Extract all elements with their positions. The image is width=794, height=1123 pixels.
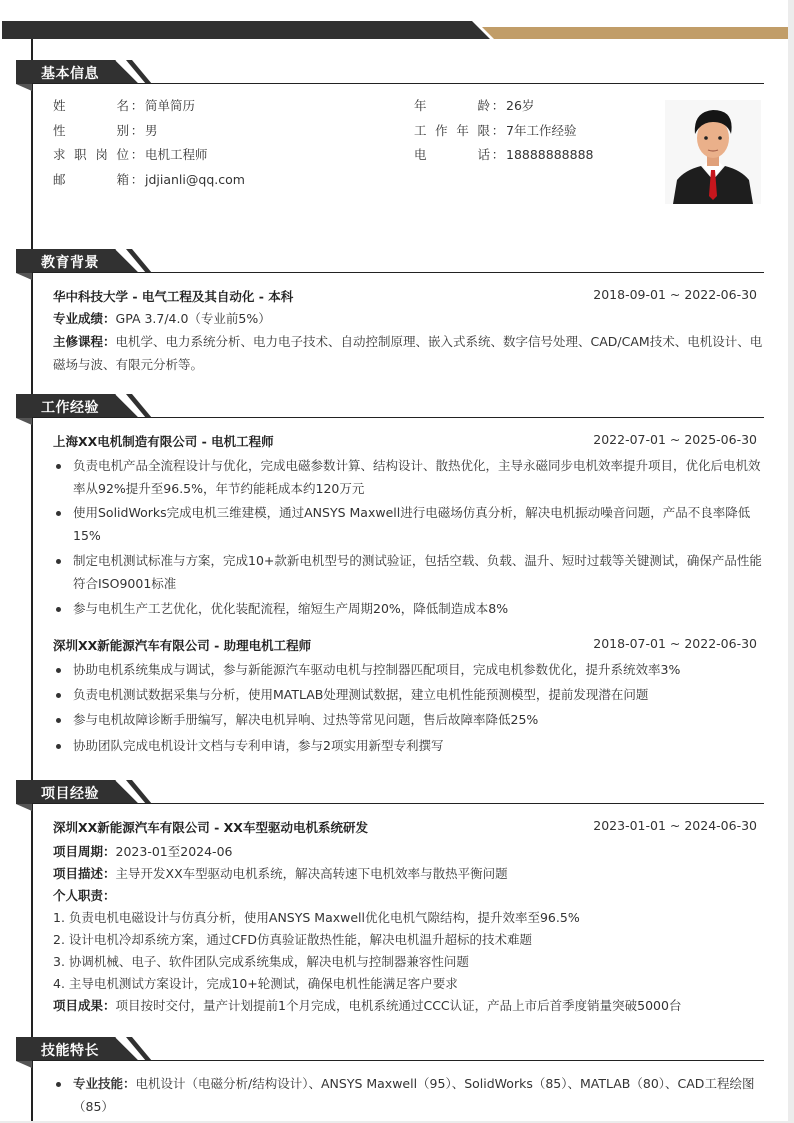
info-phone: 电话 ： 18888888888 <box>414 147 594 162</box>
project-desc: 项目描述：主导开发XX车型驱动电机系统，解决高转速下电机效率与散热平衡问题 <box>53 866 508 881</box>
education-title: 华中科技大学 - 电气工程及其自动化 - 本科 <box>53 289 294 304</box>
section-title: 基本信息 <box>41 66 99 82</box>
left-vertical-rule <box>31 39 33 1121</box>
skills-bullet: 专业技能：电机设计（电磁分析/结构设计）、ANSYS Maxwell（95）、SolidWorks（85）、MATLAB（80）、CAD工程绘图（85） <box>53 1072 765 1118</box>
work-bullet: 参与电机故障诊断手册编写，解决电机异响、过热等常见问题，售后故障率降低25% <box>53 708 765 731</box>
work-bullet: 协助团队完成电机设计文档与专利申请，参与2项实用新型专利撰写 <box>53 734 765 757</box>
work-date: 2022-07-01 ~ 2025-06-30 <box>593 432 757 447</box>
stripes-decor-icon <box>112 60 152 84</box>
project-duty: 1. 负责电机电磁设计与仿真分析，使用ANSYS Maxwell优化电机气隙结构，提升效率至96.5% <box>53 910 580 925</box>
project-duty: 2. 设计电机冷却系统方案，通过CFD仿真验证散热性能，解决电机温升超标的技术难题 <box>53 932 532 947</box>
section-header-work <box>16 394 764 418</box>
work-title: 上海XX电机制造有限公司 - 电机工程师 <box>53 434 274 449</box>
top-decor-bar-dark <box>2 21 490 39</box>
stripes-decor-icon <box>112 249 152 273</box>
info-position: 求职岗位 ： 电机工程师 <box>53 147 208 162</box>
education-date: 2018-09-01 ~ 2022-06-30 <box>593 287 757 302</box>
info-name: 姓名 ： 简单简历 <box>53 98 196 113</box>
work-bullet: 参与电机生产工艺优化，优化装配流程，缩短生产周期20%，降低制造成本8% <box>53 597 765 620</box>
project-period: 项目周期：2023-01至2024-06 <box>53 844 233 859</box>
work-date: 2018-07-01 ~ 2022-06-30 <box>593 636 757 651</box>
section-header-skills <box>16 1037 764 1061</box>
project-duty: 4. 主导电机测试方案设计，完成10+轮测试，确保电机性能满足客户要求 <box>53 976 458 991</box>
work-bullet: 负责电机产品全流程设计与优化，完成电磁参数计算、结构设计、散热优化，主导永磁同步电机效率提升项目，优化后电机效率从92%提升至96.5%，年节约能耗成本约120万元 <box>53 454 765 500</box>
education-gpa: 专业成绩：GPA 3.7/4.0（专业前5%） <box>53 311 271 326</box>
project-date: 2023-01-01 ~ 2024-06-30 <box>593 818 757 833</box>
info-age: 年龄 ： 26岁 <box>414 98 535 113</box>
section-header-project <box>16 780 764 804</box>
top-decor-bar-gold <box>482 27 788 39</box>
work-bullet: 负责电机测试数据采集与分析，使用MATLAB处理测试数据，建立电机性能预测模型，提前发现潜在问题 <box>53 683 765 706</box>
project-duty-label: 个人职责： <box>53 888 116 903</box>
section-title: 项目经验 <box>41 786 99 802</box>
work-bullet: 制定电机测试标准与方案，完成10+款新电机型号的测试验证，包括空载、负载、温升、短时过载等关键测试，确保产品性能符合ISO9001标准 <box>53 549 765 595</box>
section-header-education <box>16 249 764 273</box>
work-title: 深圳XX新能源汽车有限公司 - 助理电机工程师 <box>53 638 312 653</box>
section-header-basic <box>16 60 764 84</box>
work-bullet: 协助电机系统集成与调试，参与新能源汽车驱动电机与控制器匹配项目，完成电机参数优化，提升系统效率3% <box>53 658 765 681</box>
stripes-decor-icon <box>112 1037 152 1061</box>
project-result: 项目成果：项目按时交付，量产计划提前1个月完成，电机系统通过CCC认证，产品上市后首季度销量突破5000台 <box>53 998 682 1013</box>
section-title: 教育背景 <box>41 255 99 271</box>
stripes-decor-icon <box>112 780 152 804</box>
avatar <box>665 100 761 204</box>
project-duty: 3. 协调机械、电子、软件团队完成系统集成，解决电机与控制器兼容性问题 <box>53 954 469 969</box>
info-gender: 性别 ： 男 <box>53 123 158 138</box>
section-title: 技能特长 <box>41 1043 99 1059</box>
education-courses: 主修课程：电机学、电力系统分析、电力电子技术、自动控制原理、嵌入式系统、数字信号处理、CAD/CAM技术、电机设计、电磁场与波、有限元分析等。 <box>53 334 763 372</box>
info-email: 邮箱 ： jdjianli@qq.com <box>53 172 245 187</box>
project-title: 深圳XX新能源汽车有限公司 - XX车型驱动电机系统研发 <box>53 820 368 835</box>
stripes-decor-icon <box>112 394 152 418</box>
info-years: 工作年限 ： 7年工作经验 <box>414 123 577 138</box>
section-title: 工作经验 <box>41 400 99 416</box>
work-bullet: 使用SolidWorks完成电机三维建模，通过ANSYS Maxwell进行电磁场仿真分析，解决电机振动噪音问题，产品不良率降低15% <box>53 501 765 547</box>
